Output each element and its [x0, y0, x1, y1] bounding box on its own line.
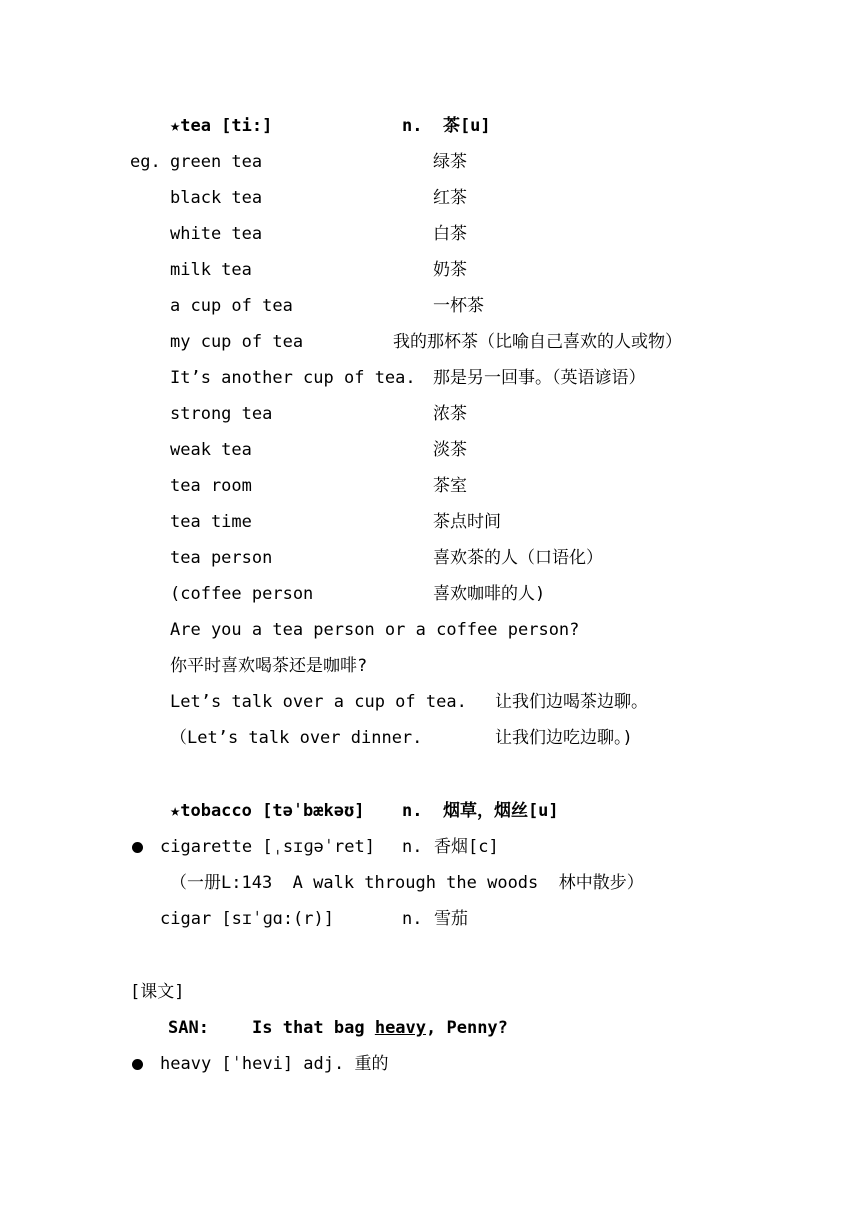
example-zh: 奶茶	[433, 260, 467, 280]
example-zh: 淡茶	[433, 440, 467, 460]
example-zh: 白茶	[433, 224, 467, 244]
tobacco-headword: ★tobacco [təˈbækəʊ]	[170, 801, 365, 821]
talk-zh: 让我们边喝茶边聊。	[495, 692, 648, 712]
tobacco-pos-meaning: n. 烟草，烟丝[u]	[402, 801, 559, 821]
example-zh: 茶点时间	[433, 512, 501, 532]
cigarette-meaning: 香烟[c]	[434, 837, 499, 857]
example-en: weak tea	[170, 440, 252, 460]
example-zh: 我的那杯茶（比喻自己喜欢的人或物）	[393, 332, 682, 352]
vocab-heavy: heavy [ˈhevi] adj. 重的	[160, 1054, 389, 1074]
example-zh: 浓茶	[433, 404, 467, 424]
example-en: white tea	[170, 224, 263, 244]
example-zh: 喜欢咖啡的人)	[433, 584, 546, 604]
example-en: tea time	[170, 512, 252, 532]
example-zh: 一杯茶	[433, 296, 484, 316]
dialogue-line	[252, 1016, 508, 1040]
example-en: my cup of tea	[170, 332, 304, 352]
cigar-word: cigar [sɪˈɡɑ:(r)]	[160, 909, 334, 929]
cigar-meaning: 雪茄	[434, 909, 468, 929]
example-zh: 茶室	[433, 476, 467, 496]
speaker-label: SAN:	[168, 1018, 209, 1038]
example-en: strong tea	[170, 404, 273, 424]
dialogue-text: Is that bag	[252, 1018, 375, 1038]
dialogue-text: , Penny?	[426, 1018, 508, 1038]
dinner-zh: 让我们边吃边聊。)	[495, 728, 633, 748]
bullet-icon	[132, 842, 143, 853]
tea-headword: ★tea [ti:]	[170, 116, 273, 136]
example-en: It’s another cup of tea.	[170, 368, 416, 388]
question-en: Are you a tea person or a coffee person?	[170, 620, 580, 640]
cigarette-word: cigarette [ˌsɪɡəˈret]	[160, 837, 375, 857]
dinner-en: （Let’s talk over dinner.	[170, 728, 423, 748]
cigar-pos: n.	[402, 909, 423, 929]
example-en: (coffee person	[170, 584, 314, 604]
tea-pos-meaning: n. 茶[u]	[402, 116, 491, 136]
example-zh: 绿茶	[433, 152, 467, 172]
lesson-note: （一册L:143 A walk through the woods 林中散步）	[170, 873, 644, 893]
example-en: green tea	[170, 152, 263, 172]
example-zh: 红茶	[433, 188, 467, 208]
underlined-word: heavy	[374, 1018, 427, 1038]
bullet-icon	[132, 1059, 143, 1070]
question-zh: 你平时喜欢喝茶还是咖啡?	[170, 656, 368, 676]
example-zh: 喜欢茶的人（口语化）	[433, 548, 603, 568]
eg-label: eg.	[130, 152, 161, 172]
section-label: [课文]	[130, 982, 185, 1002]
example-en: black tea	[170, 188, 263, 208]
example-en: milk tea	[170, 260, 252, 280]
example-en: a cup of tea	[170, 296, 293, 316]
example-en: tea person	[170, 548, 273, 568]
talk-en: Let’s talk over a cup of tea.	[170, 692, 467, 712]
example-en: tea room	[170, 476, 252, 496]
example-zh: 那是另一回事。（英语谚语）	[433, 368, 646, 388]
cigarette-pos: n.	[402, 837, 423, 857]
